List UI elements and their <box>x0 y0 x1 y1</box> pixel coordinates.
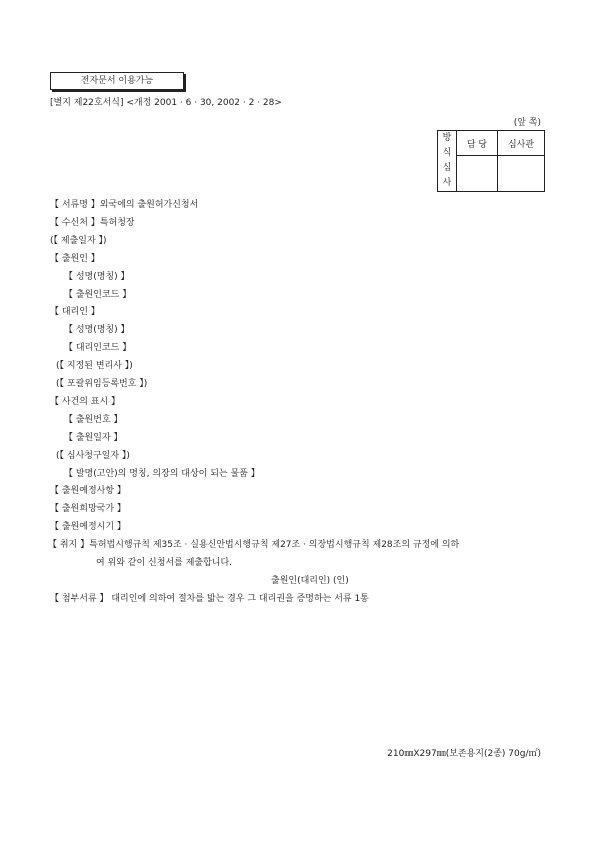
electronic-document-badge: 전자문서 이용가능 <box>50 72 184 90</box>
purpose-label: 【 취지 】 <box>48 540 90 550</box>
form-field: 【 수신처 】특허청장 <box>50 217 135 228</box>
exam-officer-cell <box>457 156 498 192</box>
form-field: (【 제출일자 】) <box>50 235 107 246</box>
paper-spec-footer: 210㎜X297㎜(보존용지(2종) 70g/㎡) <box>387 749 541 759</box>
form-field: 【 출원희망국가 】 <box>50 504 126 515</box>
form-field: 【 성명(명칭) 】 <box>64 271 130 282</box>
form-field: (【 지정된 변리사 】) <box>56 361 133 372</box>
examination-box <box>437 130 545 192</box>
form-field: 【 출원번호 】 <box>64 414 123 425</box>
exam-examiner-cell <box>498 156 545 192</box>
form-field: 【 발명(고안)의 명칭, 의장의 대상이 되는 물품 】 <box>64 468 260 479</box>
form-field: 【 성명(명칭) 】 <box>64 325 130 336</box>
form-field: 【 출원예정시기 】 <box>50 522 126 533</box>
form-field: 【 출원일자 】 <box>64 432 123 443</box>
form-field: 【 서류명 】외국에의 출원허가신청서 <box>50 200 199 210</box>
page-side-label: (앞 쪽) <box>513 118 541 128</box>
form-field: 【 대리인 】 <box>50 307 100 318</box>
applicant-signature: 출원인(대리인) (인) <box>271 576 349 586</box>
purpose-text-2: 여 위와 같이 신청서를 제출합니다. <box>96 558 233 568</box>
purpose-text-1: 특허법시행규칙 제35조 · 실용신안법시행규칙 제27조 · 의장법시행규칙 제28조의 규정에 의하 <box>89 540 460 550</box>
form-reference: [별지 제22호서식] <개정 2001 · 6 · 30, 2002 · 2 · 28> <box>50 98 282 108</box>
form-field: (【 포괄위임등록번호 】) <box>56 379 148 389</box>
form-field: (【 심사청구일자 】) <box>56 450 130 461</box>
attachments: 【 첨부서류 】 대리인에 의하여 절차를 밟는 경우 그 대리권을 증명하는 서류 1통 <box>50 594 369 604</box>
form-field: 【 출원예정사항 】 <box>50 486 126 497</box>
exam-col-officer: 담 당 <box>457 131 498 156</box>
form-field: 【 사건의 표시 】 <box>50 396 121 407</box>
purpose-line1 <box>48 537 459 550</box>
exam-col-examiner: 심사관 <box>498 131 545 156</box>
form-field: 【 대리인코드 】 <box>64 343 132 354</box>
form-field: 【 출원인코드 】 <box>64 289 132 300</box>
exam-vertical-label: 방 식 심 사 <box>438 131 457 192</box>
form-field: 【 출원인 】 <box>50 253 100 264</box>
